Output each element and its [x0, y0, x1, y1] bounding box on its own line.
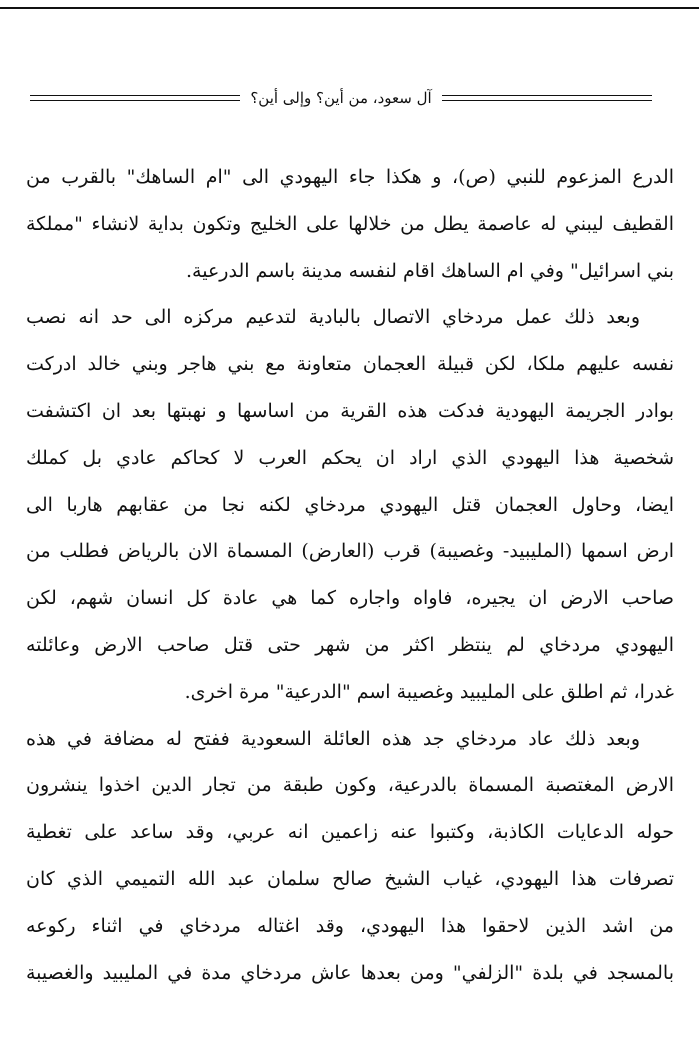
- header-rule-right: [442, 95, 652, 101]
- text-line: القطيف ليبني له عاصمة يطل من خلالها على الخليج وتكون بداية لانشاء "مملكة: [26, 212, 674, 235]
- text-line: شخصية هذا اليهودي الذي اراد ان يحكم العرب لا كحاكم عادي بل كملك: [26, 446, 674, 469]
- running-header: [30, 86, 652, 110]
- text-line: بالمسجد في بلدة "الزلفي" ومن بعدها عاش مردخاي مدة في المليبيد والغصيبة: [26, 961, 674, 984]
- text-line: اليهودي مردخاي لم ينتظر اكثر من شهر حتى قتل صاحب الارض وعائلته: [26, 633, 674, 656]
- body-text: [26, 154, 674, 996]
- text-line: ارض اسمها (المليبيد- وغصيبة) قرب (العارض) المسماة الان بالرياض فطلب من: [26, 540, 674, 563]
- paragraph-start-line: وبعد ذلك عمل مردخاي الاتصال بالبادية لتدعيم مركزه الى حد انه نصب: [26, 306, 640, 329]
- header-rule-left: [30, 95, 240, 101]
- text-line: تصرفات هذا اليهودي، غياب الشيخ صالح سلمان عبد الله التميمي الذي كان: [26, 867, 674, 890]
- text-line: الارض المغتصبة المسماة بالدرعية، وكون طبقة من تجار الدين اخذوا ينشرون: [26, 774, 674, 797]
- text-line: ايضا، وحاول العجمان قتل اليهودي مردخاي لكنه نجا من عقابهم هاربا الى: [26, 493, 674, 516]
- paragraph-start-line: وبعد ذلك عاد مردخاي جد هذه العائلة السعودية ففتح له مضافة في هذه: [26, 727, 640, 750]
- top-rule: [0, 7, 699, 9]
- header-title: آل سعود، من أين؟ وإلى أين؟: [250, 89, 432, 107]
- text-line: بني اسرائيل" وفي ام الساهك اقام لنفسه مدينة باسم الدرعية.: [186, 259, 674, 282]
- text-line: غدرا، ثم اطلق على المليبيد وغصيبة اسم "الدرعية" مرة اخرى.: [184, 680, 674, 703]
- text-line: الدرع المزعوم للنبي (ص)، و هكذا جاء اليهودي الى "ام الساهك" بالقرب من: [26, 166, 674, 188]
- text-line: بوادر الجريمة اليهودية فدكت هذه القرية من اساسها و نهبتها بعد ان اكتشفت: [26, 399, 674, 422]
- text-line: صاحب الارض ان يجيره، فاواه واجاره كما هي عادة كل انسان شهم، لكن: [26, 587, 674, 610]
- text-line: حوله الدعايات الكاذبة، وكتبوا عنه زاعمين انه عربي، وقد ساعد على تغطية: [26, 821, 674, 844]
- text-line: نفسه عليهم ملكا، لكن قبيلة العجمان متعاونة مع بني هاجر وبني خالد ادركت: [26, 353, 674, 376]
- text-line: من اشد الذين لاحقوا هذا اليهودي، وقد اغتاله مردخاي في اثناء ركوعه: [26, 914, 674, 937]
